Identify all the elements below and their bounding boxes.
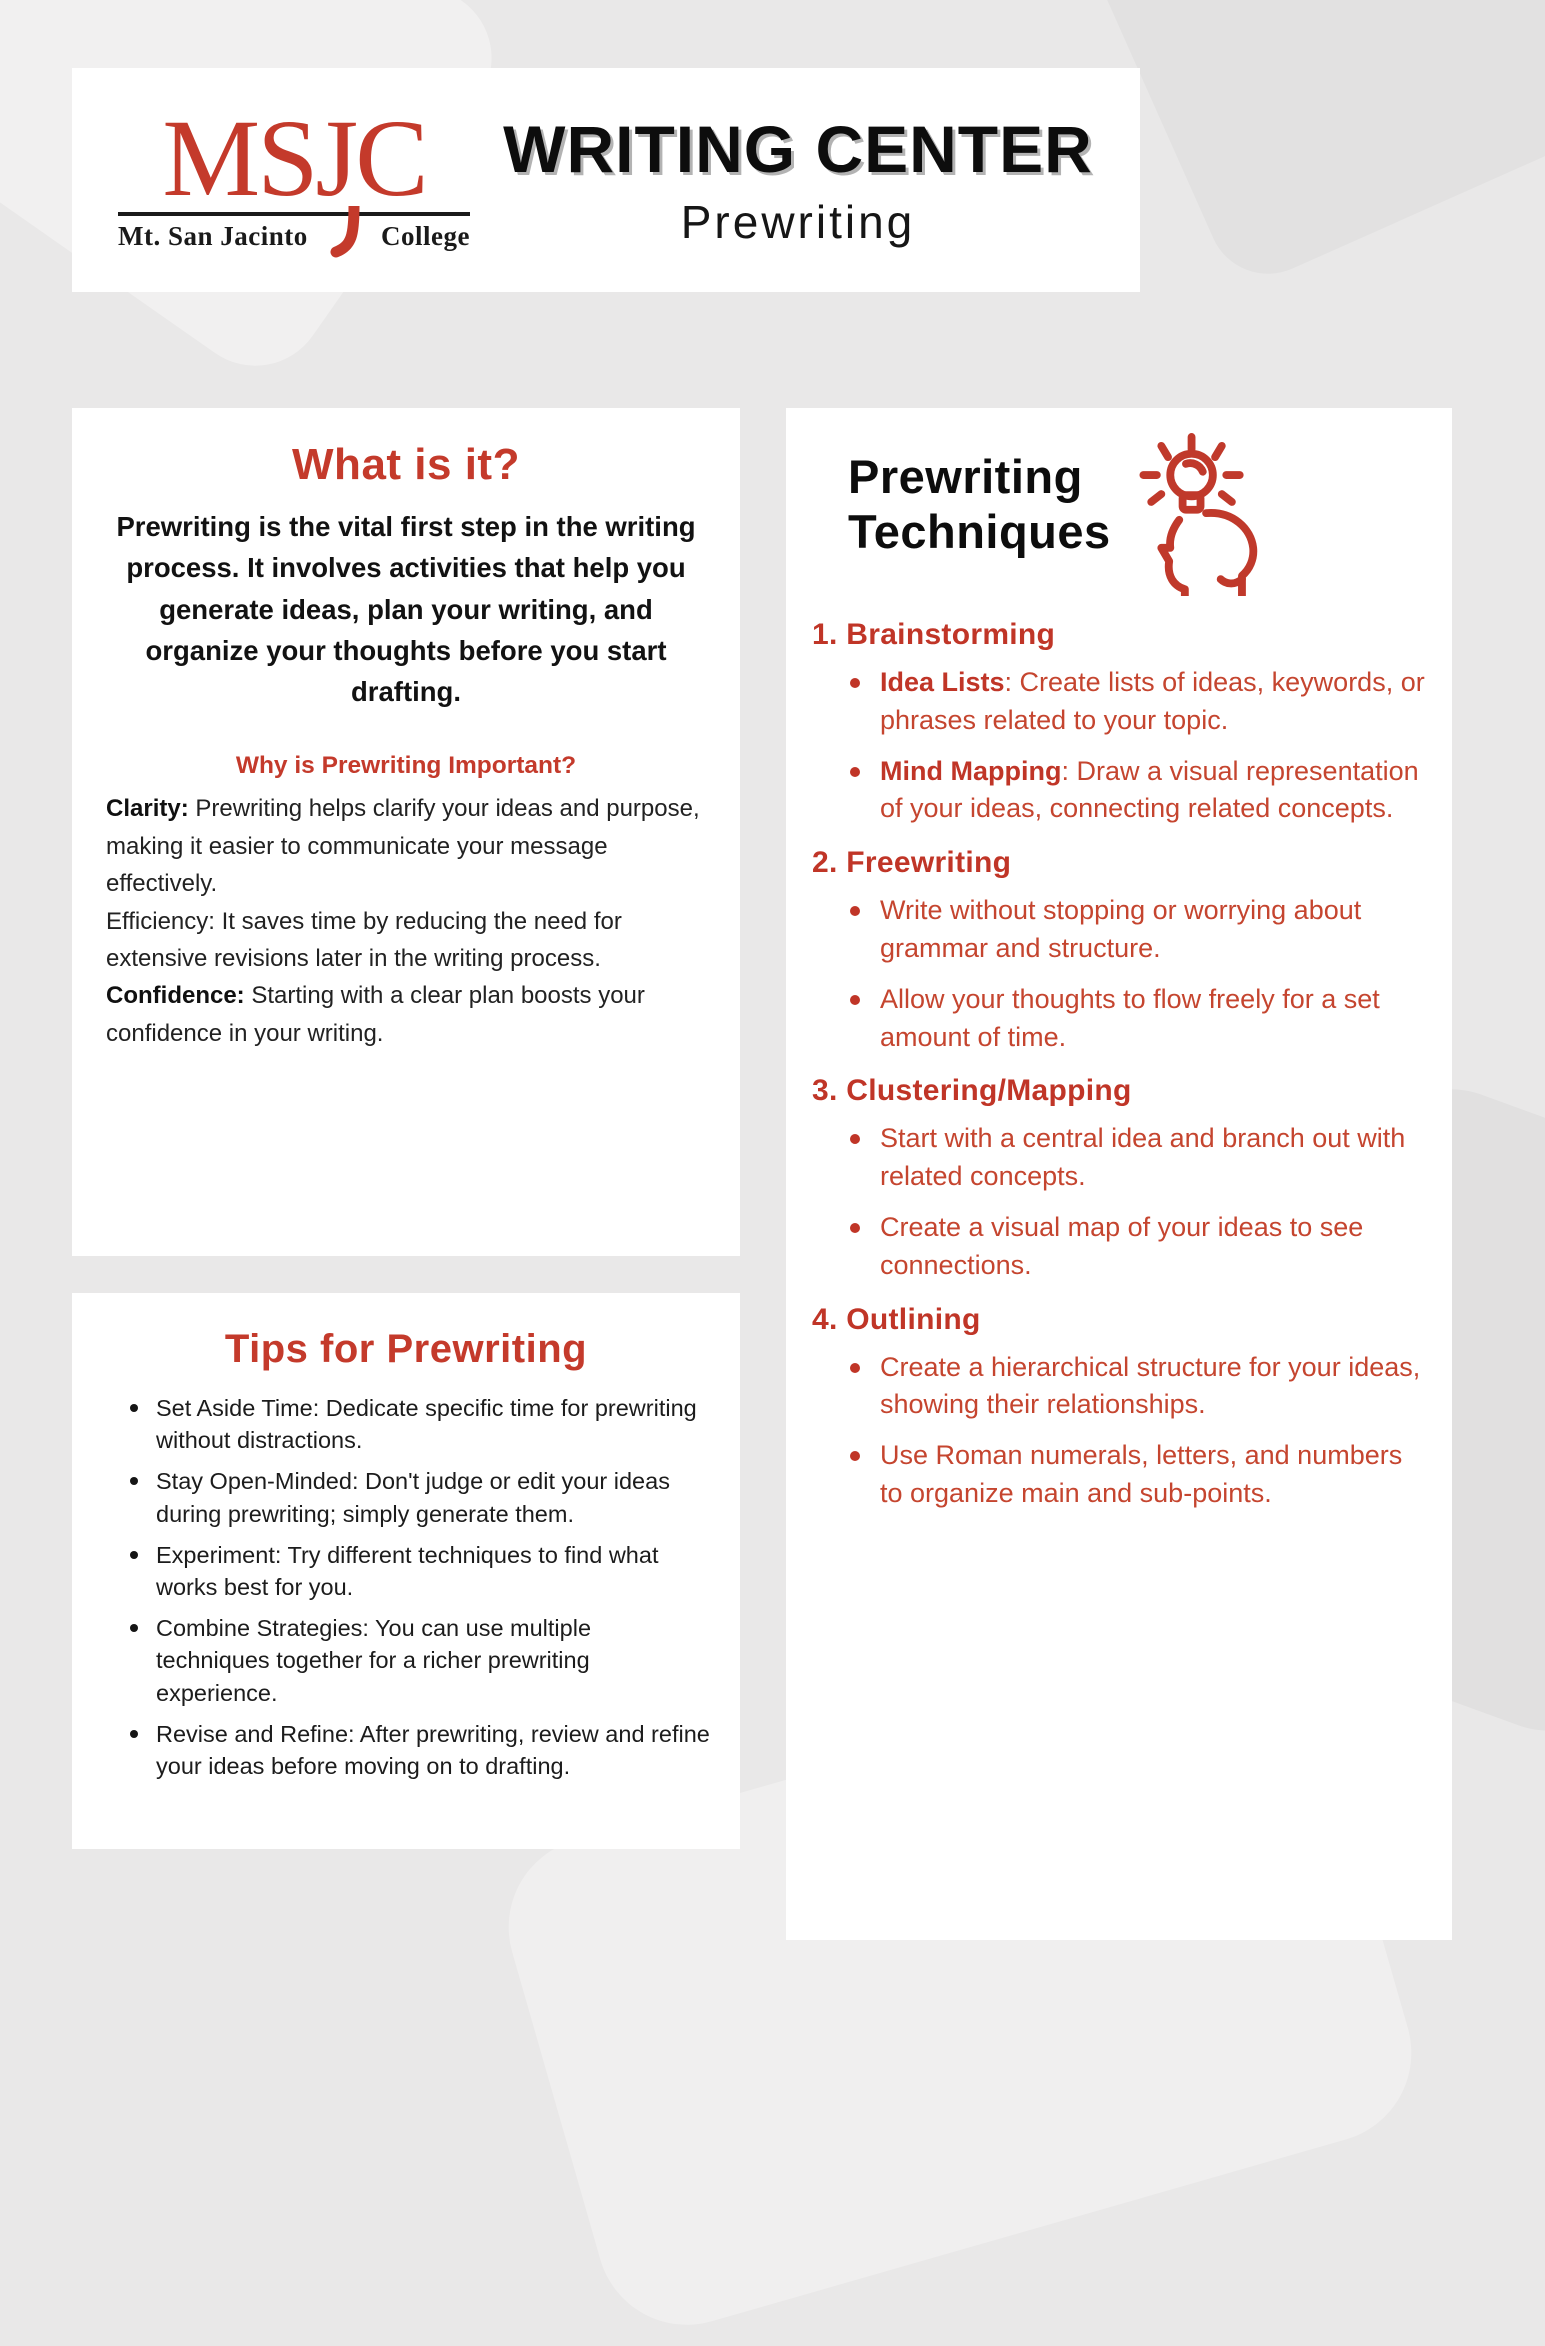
technique-bullet-list: [812, 1349, 1426, 1513]
why-important-points: [106, 790, 706, 1052]
techniques-card: [786, 408, 1452, 1940]
header-card: [72, 68, 1140, 292]
why-point: Confidence: Starting with a clear plan boosts your confidence in your writing.: [106, 982, 645, 1047]
techniques-title: [848, 450, 1111, 559]
tip-item: Revise and Refine: After prewriting, review and refine your ideas before moving on to drafting.: [128, 1718, 710, 1782]
tip-item: Experiment: Try different techniques to find what works best for you.: [128, 1539, 710, 1603]
logo-j-descender: [330, 206, 364, 262]
technique-heading: 2. Freewriting: [812, 846, 1012, 880]
what-is-it-title: What is it?: [292, 440, 520, 489]
what-is-it-intro: Prewriting is the vital first step in the writing process. It involves activities that help you generate ideas, plan your writing, and organize your thoughts before you start drafting.: [116, 511, 696, 707]
techniques-title-line2: Techniques: [848, 504, 1111, 558]
why-important-title: Why is Prewriting Important?: [235, 752, 577, 780]
techniques-sections: [812, 618, 1426, 1513]
techniques-title-line1: Prewriting: [848, 450, 1083, 503]
tip-item: Combine Strategies: You can use multiple techniques together for a richer prewriting experience.: [128, 1612, 710, 1709]
header-title-block: [470, 111, 1140, 249]
page-subtitle: Prewriting: [680, 196, 916, 248]
technique-heading: 3. Clustering/Mapping: [812, 1074, 1132, 1108]
technique-bullet: Mind Mapping: Draw a visual representation of your ideas, connecting related concepts.: [848, 753, 1426, 829]
what-is-it-card: [72, 408, 740, 1256]
head-lightbulb-icon: [1121, 428, 1289, 596]
technique-bullet: Use Roman numerals, letters, and numbers to organize main and sub-points.: [848, 1437, 1426, 1513]
technique-bullet: Idea Lists: Create lists of ideas, keywords, or phrases related to your topic.: [848, 664, 1426, 740]
why-point: Efficiency: It saves time by reducing the need for extensive revisions later in the writing process.: [106, 907, 622, 972]
logo-subtext: [118, 216, 470, 252]
techniques-header: [812, 434, 1426, 596]
technique-bullet-list: [812, 1120, 1426, 1284]
technique-bullet: Create a hierarchical structure for your ideas, showing their relationships.: [848, 1349, 1426, 1425]
technique-bullet-list: [812, 664, 1426, 828]
page-title: WRITING CENTER: [503, 112, 1093, 186]
logo-sub-left: Mt. San Jacinto: [118, 220, 308, 251]
background-shape-top-right: [1079, 0, 1545, 293]
tip-item: Stay Open-Minded: Don't judge or edit your ideas during prewriting; simply generate them.: [128, 1465, 710, 1529]
technique-bullet: Create a visual map of your ideas to see connections.: [848, 1209, 1426, 1285]
tips-title: Tips for Prewriting: [224, 1327, 588, 1371]
tips-list: [102, 1392, 710, 1782]
tips-card: [72, 1293, 740, 1849]
msjc-logo: [118, 97, 470, 251]
logo-sub-right: College: [381, 220, 470, 251]
technique-bullet: Start with a central idea and branch out with related concepts.: [848, 1120, 1426, 1196]
why-point: Clarity: Prewriting helps clarify your ideas and purpose, making it easier to communicate your message effectively.: [106, 795, 700, 898]
technique-heading: 4. Outlining: [812, 1302, 981, 1336]
logo-acronym: MSJC: [162, 97, 426, 220]
technique-bullet: Write without stopping or worrying about grammar and structure.: [848, 892, 1426, 968]
tip-item: Set Aside Time: Dedicate specific time for prewriting without distractions.: [128, 1392, 710, 1456]
technique-bullet-list: [812, 892, 1426, 1056]
technique-bullet: Allow your thoughts to flow freely for a set amount of time.: [848, 981, 1426, 1057]
technique-heading: 1. Brainstorming: [812, 618, 1056, 651]
